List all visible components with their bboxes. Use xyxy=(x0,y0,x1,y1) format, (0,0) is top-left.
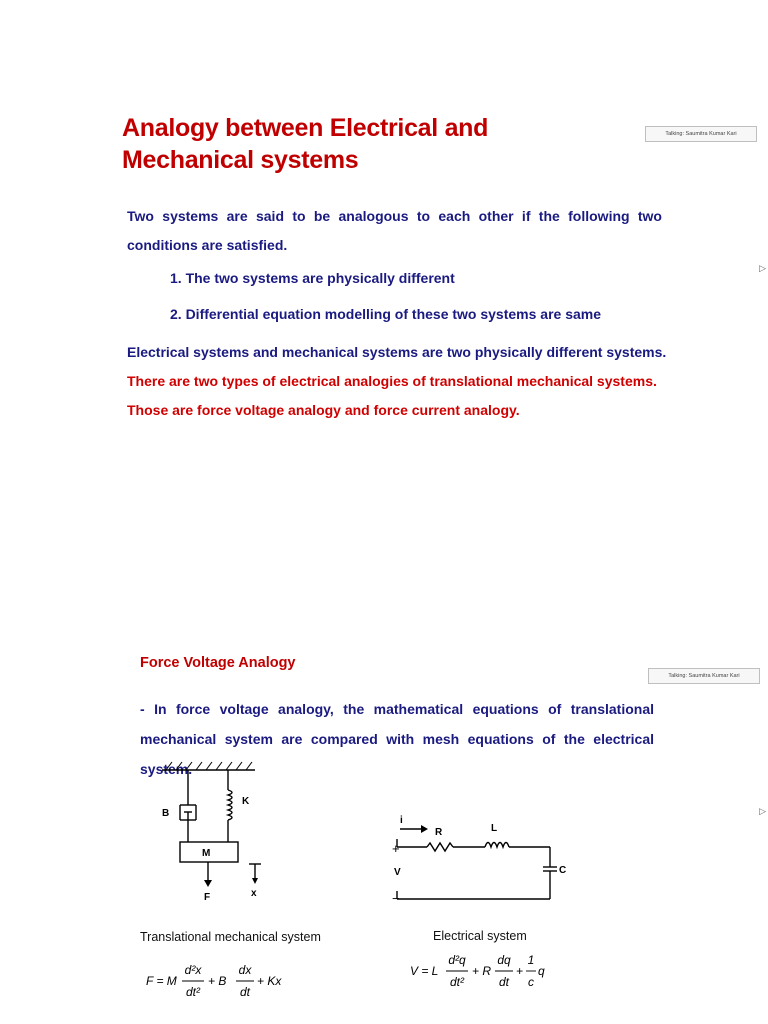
spring-label: K xyxy=(242,796,250,807)
negative-terminal-label: − xyxy=(392,891,400,906)
elec-eq-num3: 1 xyxy=(527,953,535,967)
mech-eq-mid: + B xyxy=(208,974,227,988)
slide-title: Analogy between Electrical and Mechanical systems xyxy=(122,114,489,174)
condition-2: 2. Differential equation modelling of these two systems are same xyxy=(170,306,602,322)
elec-eq-mid: + R xyxy=(472,964,492,978)
elec-eq-den2: dt xyxy=(498,975,510,989)
capacitor-label: C xyxy=(559,865,567,876)
positive-terminal-label: + xyxy=(392,841,400,856)
mech-eq-den1: dt² xyxy=(185,985,201,999)
mechanical-equation xyxy=(146,958,306,1004)
mechanical-system-diagram xyxy=(140,760,280,920)
section-title: Force Voltage Analogy xyxy=(140,655,296,671)
force-label: F xyxy=(204,892,211,903)
fva-description: - In force voltage analogy, the mathematical equations of translational mechanical system are compared with mesh equations of the electrical system. xyxy=(140,701,654,777)
mech-eq-lhs: F = M xyxy=(146,974,177,988)
mech-eq-num2: dx xyxy=(238,963,252,977)
mech-eq-den2: dt xyxy=(239,985,251,999)
elec-eq-plus: + xyxy=(516,964,524,978)
elec-eq-lhs: V = L xyxy=(410,964,439,978)
elec-eq-num1: d²q xyxy=(448,953,466,967)
electrical-circuit-diagram xyxy=(385,815,585,920)
inductor-label: L xyxy=(491,823,498,834)
mech-eq-tail: + Kx xyxy=(257,974,282,988)
slide-2 xyxy=(0,490,768,1024)
cursor-arrow-icon: ▷ xyxy=(759,806,766,816)
resistor-label: R xyxy=(435,827,443,838)
current-label: i xyxy=(400,815,403,826)
mech-eq-num1: d²x xyxy=(184,963,202,977)
damper-label: B xyxy=(162,808,170,819)
electrical-caption: Electrical system xyxy=(433,929,527,943)
analogy-types-line: There are two types of electrical analogies of translational mechanical systems. xyxy=(127,373,657,389)
intro-paragraph: Two systems are said to be analogous to each other if the following two conditions are satisfied. xyxy=(127,208,662,253)
elec-eq-num2: dq xyxy=(497,953,511,967)
talking-indicator: Talking: Saumitra Kumar Kari xyxy=(645,126,757,142)
condition-1: 1. The two systems are physically different xyxy=(170,270,455,286)
talking-indicator: Talking: Saumitra Kumar Kari xyxy=(648,668,760,684)
voltage-label: V xyxy=(394,867,401,878)
displacement-label: x xyxy=(251,888,257,899)
statement-line: Electrical systems and mechanical systems are two physically different systems. xyxy=(127,344,667,360)
mechanical-caption: Translational mechanical system xyxy=(140,930,321,944)
electrical-equation xyxy=(410,948,570,994)
cursor-arrow-icon: ▷ xyxy=(759,263,766,273)
analogy-names-line: Those are force voltage analogy and force current analogy. xyxy=(127,402,520,418)
slide-1 xyxy=(0,0,768,490)
elec-eq-den1: dt² xyxy=(449,975,465,989)
mass-label: M xyxy=(202,848,211,859)
elec-eq-den3: c xyxy=(528,975,534,989)
elec-eq-tail: q xyxy=(538,964,545,978)
